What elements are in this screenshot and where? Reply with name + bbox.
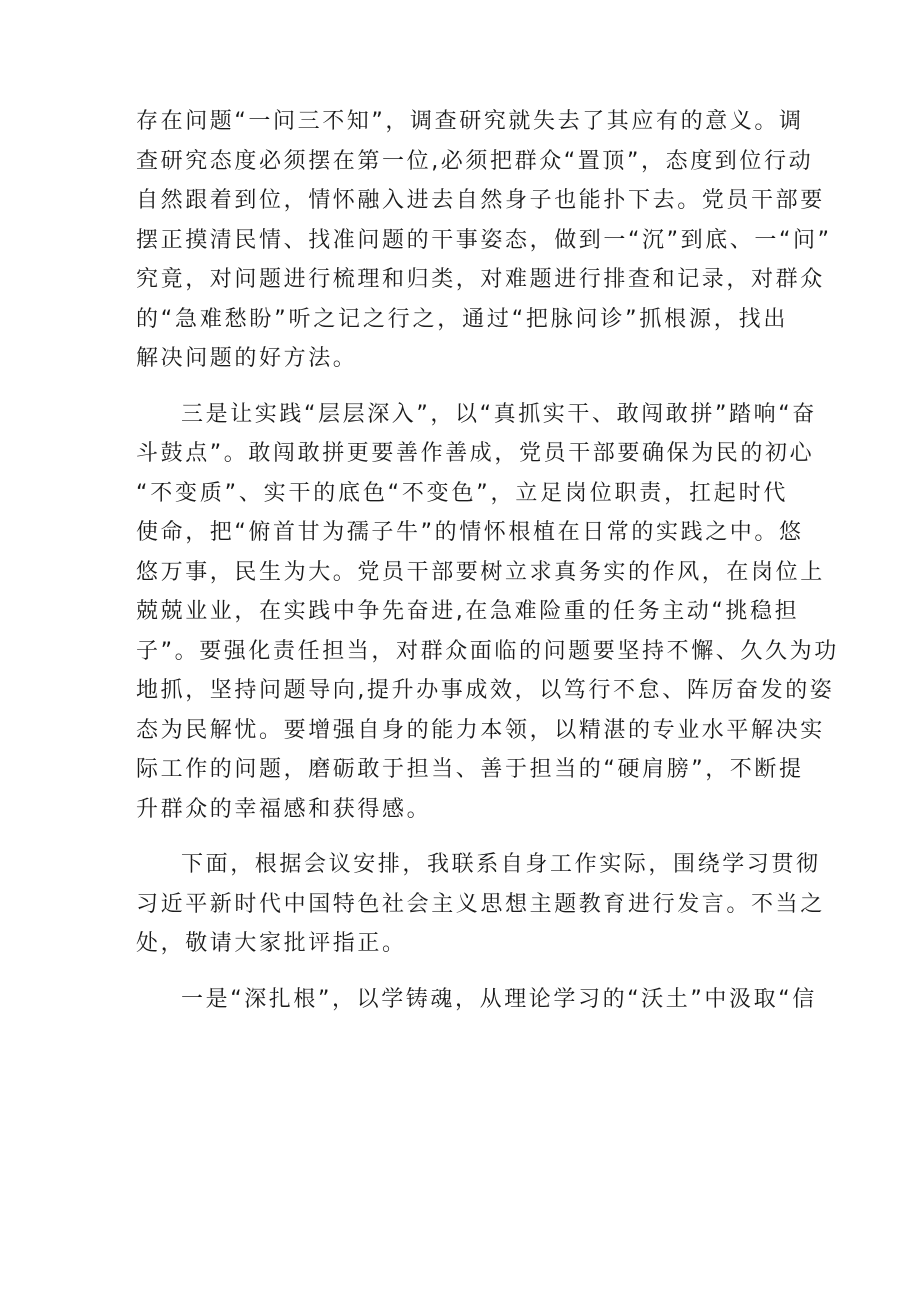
paragraph-gap <box>136 835 788 851</box>
line-text: 的“急难愁盼”听之记之行之，通过“把脉问诊”抓根源，找出 <box>136 306 788 332</box>
line-text: 习近平新时代中国特色社会主义思想主题教育进行发言。不当之 <box>136 891 825 917</box>
line-text: 升群众的幸福感和获得感。 <box>136 796 432 822</box>
text-line <box>136 717 825 745</box>
line-text: 地抓，坚持问题导向,提升办事成效，以笃行不怠、阵厉奋发的姿 <box>136 678 835 703</box>
line-text: 自然跟着到位，情怀融入进去自然身子也能扑下去。党员干部要 <box>136 188 825 213</box>
text-line <box>136 891 825 919</box>
line-text: 悠万事，民生为大。党员干部要树立求真务实的作风，在岗位上 <box>136 559 825 585</box>
text-line <box>136 519 804 547</box>
text-line <box>136 480 788 508</box>
paragraph-gap <box>136 970 788 986</box>
line-text: 查研究态度必须摆在第一位,必须把群众“置顶”，态度到位行动 <box>136 148 814 174</box>
text-line <box>136 227 832 255</box>
line-text: 下面，根据会议安排，我联系自身工作实际，围绕学习贯彻 <box>181 852 821 877</box>
text-line <box>136 108 804 136</box>
line-text: 摆正摸清民情、找准问题的干事姿态，做到一“沉”到底、一“问” <box>136 227 832 253</box>
text-line <box>136 440 815 468</box>
text-line <box>136 930 788 958</box>
paragraph-gap <box>136 385 788 401</box>
text-line <box>136 148 814 176</box>
text-line <box>136 266 825 294</box>
line-text: 使命，把“俯首甘为孺子牛”的情怀根植在日常的实践之中。悠 <box>136 520 804 545</box>
line-text: 兢兢业业，在实践中争先奋进,在急难险重的任务主动“挑稳担 <box>136 599 800 624</box>
text-line <box>136 677 835 705</box>
text-line <box>136 598 800 626</box>
text-line <box>136 756 804 784</box>
line-text: 斗鼓点”。敢闯敢拼更要善作善成，党员干部要确保为民的初心 <box>136 441 815 466</box>
text-line <box>136 638 839 666</box>
text-line <box>136 559 825 587</box>
line-text: 子”。要强化责任担当，对群众面临的问题要坚持不懈、久久为功 <box>136 638 839 664</box>
text-line <box>136 306 788 334</box>
text-line <box>136 986 817 1014</box>
text-line <box>136 796 788 824</box>
line-text: 存在问题“一问三不知”，调查研究就失去了其应有的意义。调 <box>136 109 804 134</box>
line-text: “不变质”、实干的底色“不变色”，立足岗位职责，扛起时代 <box>136 480 788 506</box>
document-body <box>136 108 839 1025</box>
line-text: 态为民解忧。要增强自身的能力本领，以精湛的专业水平解决实 <box>136 717 825 743</box>
line-text: 三是让实践“层层深入”，以“真抓实干、敢闯敢拼”踏响“奋 <box>181 401 817 427</box>
text-line <box>136 401 817 429</box>
text-line <box>136 851 821 879</box>
line-text: 解决问题的好方法。 <box>136 346 358 371</box>
text-line <box>136 187 825 215</box>
line-text: 究竟，对问题进行梳理和归类，对难题进行排查和记录，对群众 <box>136 267 825 292</box>
line-text: 一是“深扎根”，以学铸魂，从理论学习的“沃土”中汲取“信 <box>181 986 817 1012</box>
line-text: 处，敬请大家批评指正。 <box>136 931 407 956</box>
text-line <box>136 345 788 373</box>
line-text: 际工作的问题，磨砺敢于担当、善于担当的“硬肩膀”，不断提 <box>136 757 804 782</box>
